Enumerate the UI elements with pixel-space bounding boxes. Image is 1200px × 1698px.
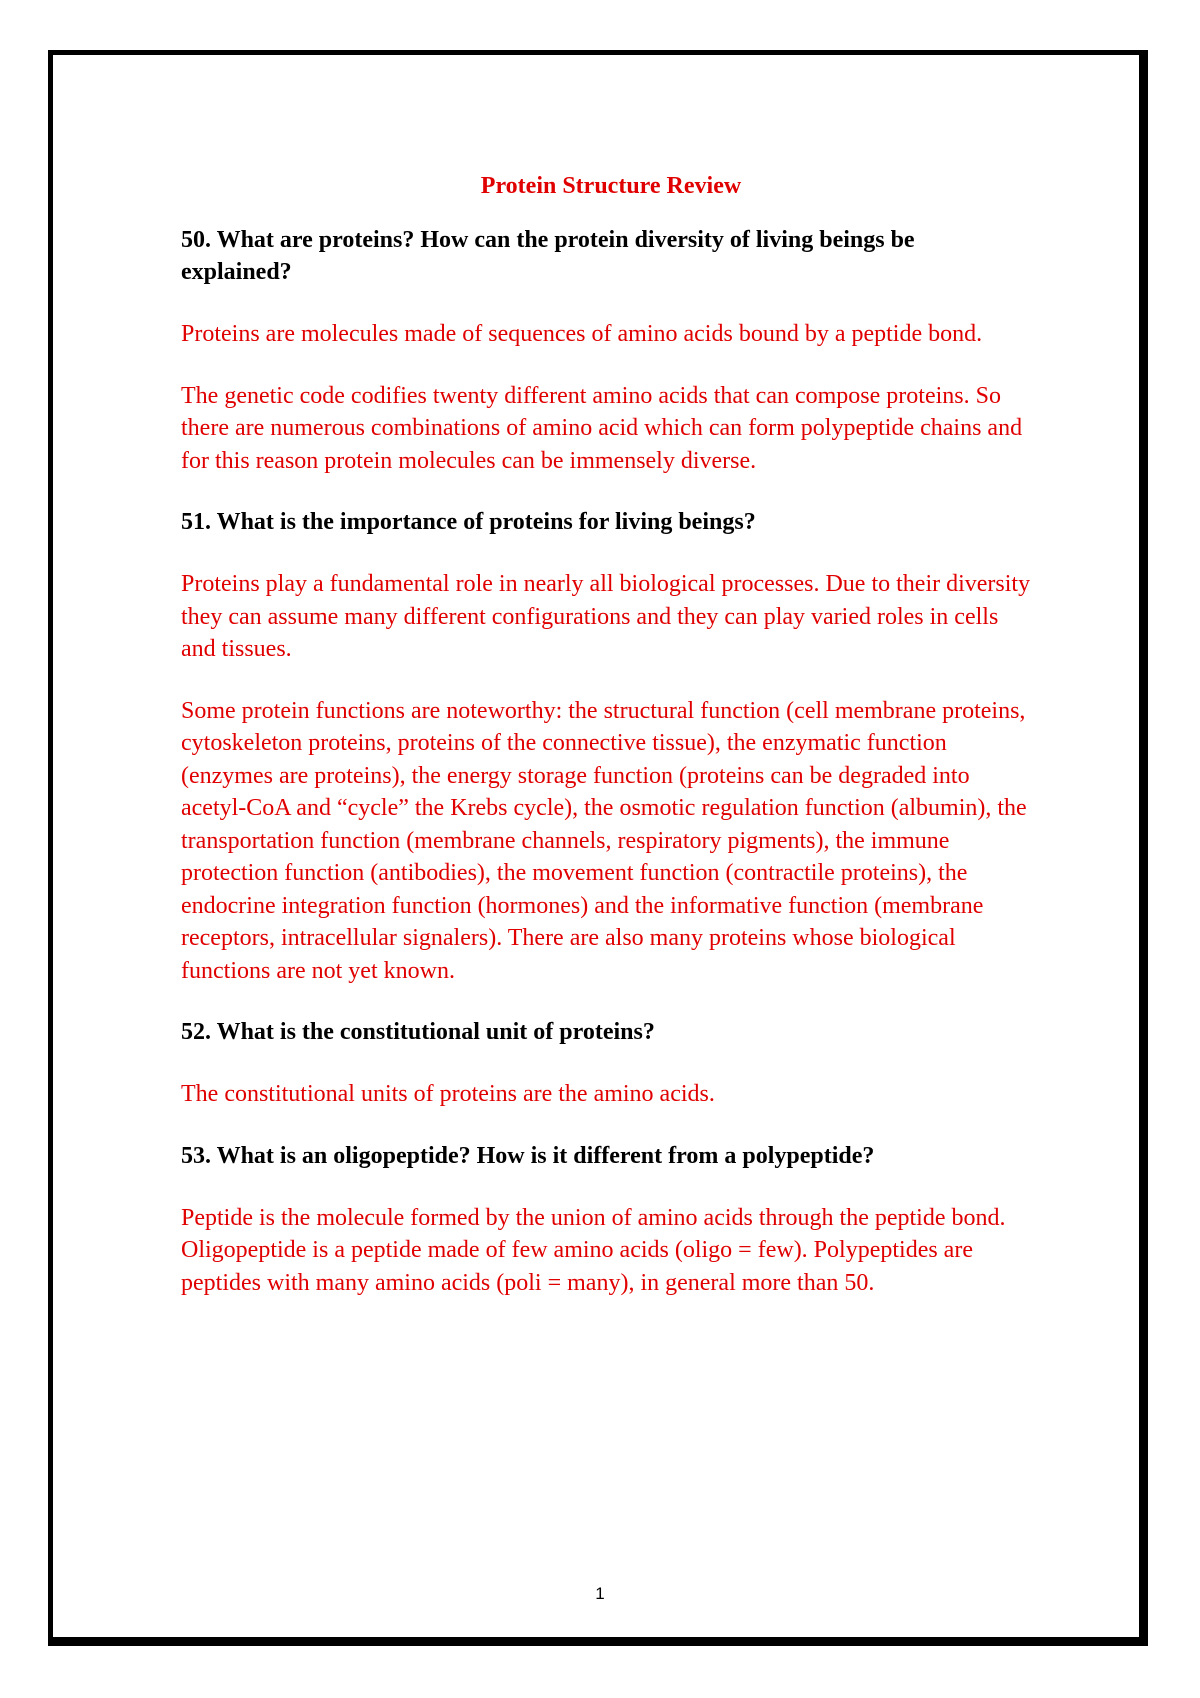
section-q51 [181,506,1031,987]
section-q50 [181,224,1031,477]
question-53: 53. What is an oligopeptide? How is it different from a polypeptide? [181,1142,875,1169]
answer-52-paragraph-1: The constitutional units of proteins are the amino acids. [181,1081,715,1107]
answer-53-paragraph-1: Peptide is the molecule formed by the union of amino acids through the peptide bond. Oligopeptide is a peptide made of few amino acids (oligo = few). Polypeptides are peptides with many amino acids (poli = many), in general more than 50. [181,1204,1006,1296]
question-51: 51. What is the importance of proteins for living beings? [181,509,756,535]
question-52: 52. What is the constitutional unit of proteins? [181,1019,655,1045]
question-50: 50. What are proteins? How can the protein diversity of living beings be explained? [181,227,915,285]
answer-50-paragraph-1: Proteins are molecules made of sequences of amino acids bound by a peptide bond. [181,321,983,347]
section-q52 [181,1016,1031,1111]
answer-50-paragraph-2: The genetic code codifies twenty different amino acids that can compose proteins. So there are numerous combinations of amino acid which can form polypeptide chains and for this reason protein molecules can be immensely diverse. [181,382,1023,474]
document-body [181,170,1031,1328]
section-q53 [181,1140,1031,1300]
page-number: 1 [595,1584,605,1603]
answer-51-paragraph-1: Proteins play a fundamental role in nearly all biological processes. Due to their diversity they can assume many different configurations and they can play varied roles in cells and tissues. [181,571,1031,662]
page-title: Protein Structure Review [480,173,742,199]
answer-51-paragraph-2: Some protein functions are noteworthy: the structural function (cell membrane proteins, cytoskeleton proteins, proteins of the connective tissue), the enzymatic function (enzymes are proteins), the energy storage function (proteins can be degraded into acetyl-CoA and “cycle” the Krebs cycle), the osmotic regulation function (albumin), the transportation function (membrane channels, respiratory pigments), the immune protection function (antibodies), the movement function (contractile proteins), the endocrine integration function (hormones) and the informative function (membrane receptors, intracellular signalers). There are also many proteins whose biological functions are not yet known. [181,697,1027,984]
